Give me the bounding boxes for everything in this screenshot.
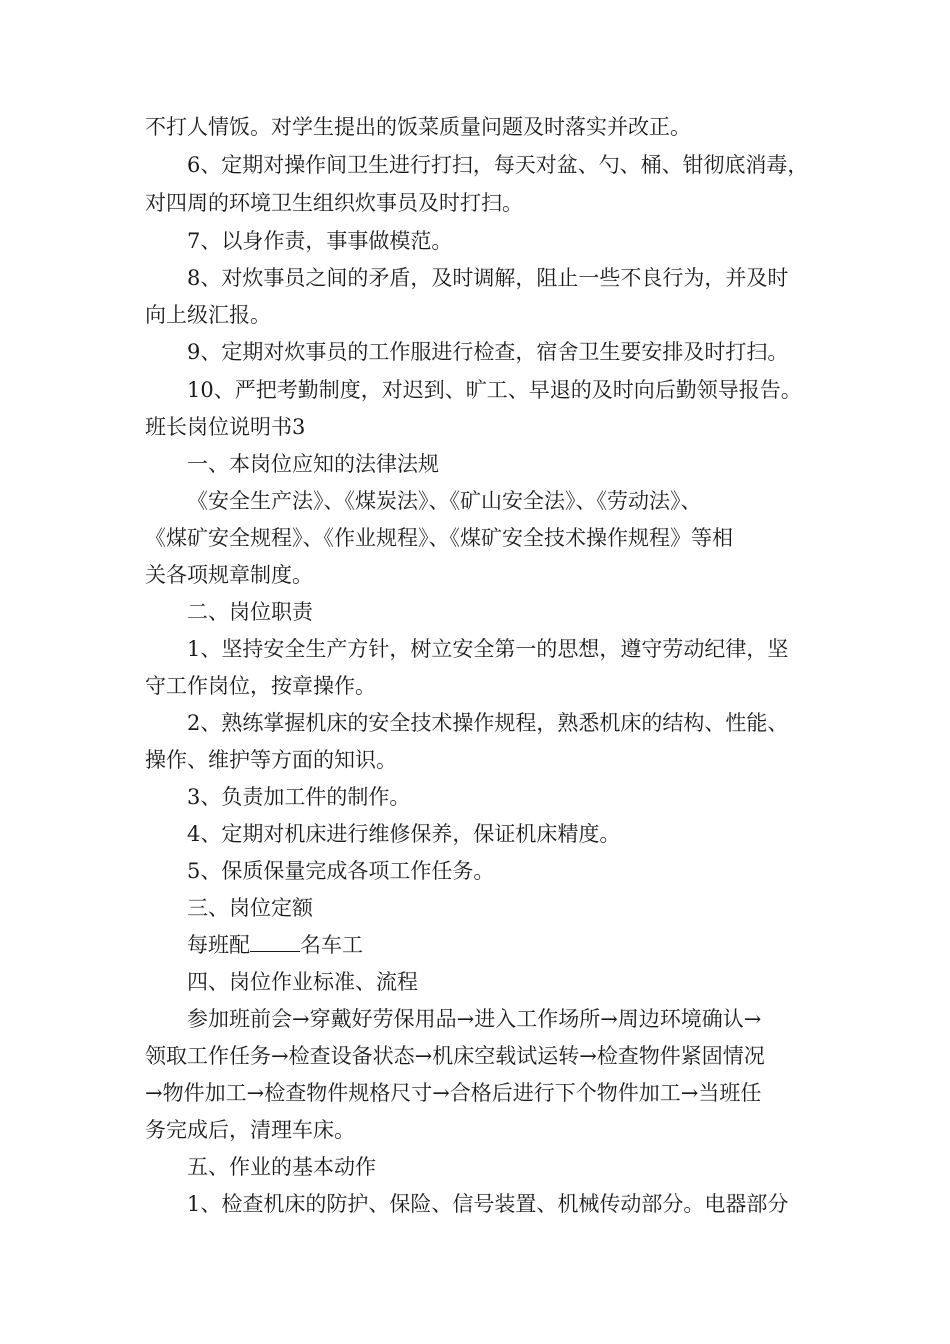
fill-blank <box>250 931 300 952</box>
text-line: 对四周的环境卫生组织炊事员及时打扫。 <box>145 191 523 215</box>
text-line: 操作、维护等方面的知识。 <box>145 748 397 772</box>
section-heading: 一、本岗位应知的法律法规 <box>187 452 439 476</box>
text-line: 不打人情饭。对学生提出的饭菜质量问题及时落实并改正。 <box>145 115 691 139</box>
text-line: 1、坚持安全生产方针，树立安全第一的思想，遵守劳动纪律，坚 <box>187 637 789 661</box>
text-line: 4、定期对机床进行维修保养，保证机床精度。 <box>187 822 621 846</box>
text-line: 7、以身作责，事事做模范。 <box>187 229 453 253</box>
text-line: 务完成后，清理车床。 <box>145 1118 355 1142</box>
text-line: 守工作岗位，按章操作。 <box>145 674 376 698</box>
quota-suffix: 名车工 <box>300 933 363 957</box>
section-heading: 五、作业的基本动作 <box>187 1155 376 1179</box>
section-title: 班长岗位说明书3 <box>145 415 306 439</box>
text-line: 1、检查机床的防护、保险、信号装置、机械传动部分。电器部分 <box>187 1192 789 1216</box>
text-line: 参加班前会→穿戴好劳保用品→进入工作场所→周边环境确认→ <box>187 1007 762 1031</box>
text-line: →物件加工→检查物件规格尺寸→合格后进行下个物件加工→当班任 <box>145 1081 762 1105</box>
text-line: 9、定期对炊事员的工作服进行检查，宿舍卫生要安排及时打扫。 <box>187 340 789 364</box>
text-line: 8、对炊事员之间的矛盾，及时调解，阻止一些不良行为，并及时 <box>187 266 789 290</box>
text-line: 5、保质保量完成各项工作任务。 <box>187 859 495 883</box>
text-line: 关各项规章制度。 <box>145 563 313 587</box>
text-line: 2、熟练掌握机床的安全技术操作规程，熟悉机床的结构、性能、 <box>187 711 789 735</box>
text-line: 领取工作任务→检查设备状态→机床空载试运转→检查物件紧固情况 <box>145 1044 765 1068</box>
quota-prefix: 每班配 <box>187 933 250 957</box>
text-line: 10、严把考勤制度，对迟到、旷工、早退的及时向后勤领导报告。 <box>187 378 802 402</box>
text-line: 《安全生产法》、《煤炭法》、《矿山安全法》、《劳动法》、 <box>187 489 702 513</box>
section-heading: 三、岗位定额 <box>187 896 313 920</box>
section-heading: 二、岗位职责 <box>187 600 313 624</box>
text-line: 《煤矿安全规程》、《作业规程》、《煤矿安全技术操作规程》等相 <box>145 526 733 550</box>
text-line: 向上级汇报。 <box>145 303 271 327</box>
text-line: 6、定期对操作间卫生进行打扫，每天对盆、勺、桶、钳彻底消毒， <box>187 153 809 177</box>
section-heading: 四、岗位作业标准、流程 <box>187 970 418 994</box>
text-line: 3、负责加工件的制作。 <box>187 785 411 809</box>
quota-line <box>187 931 363 959</box>
